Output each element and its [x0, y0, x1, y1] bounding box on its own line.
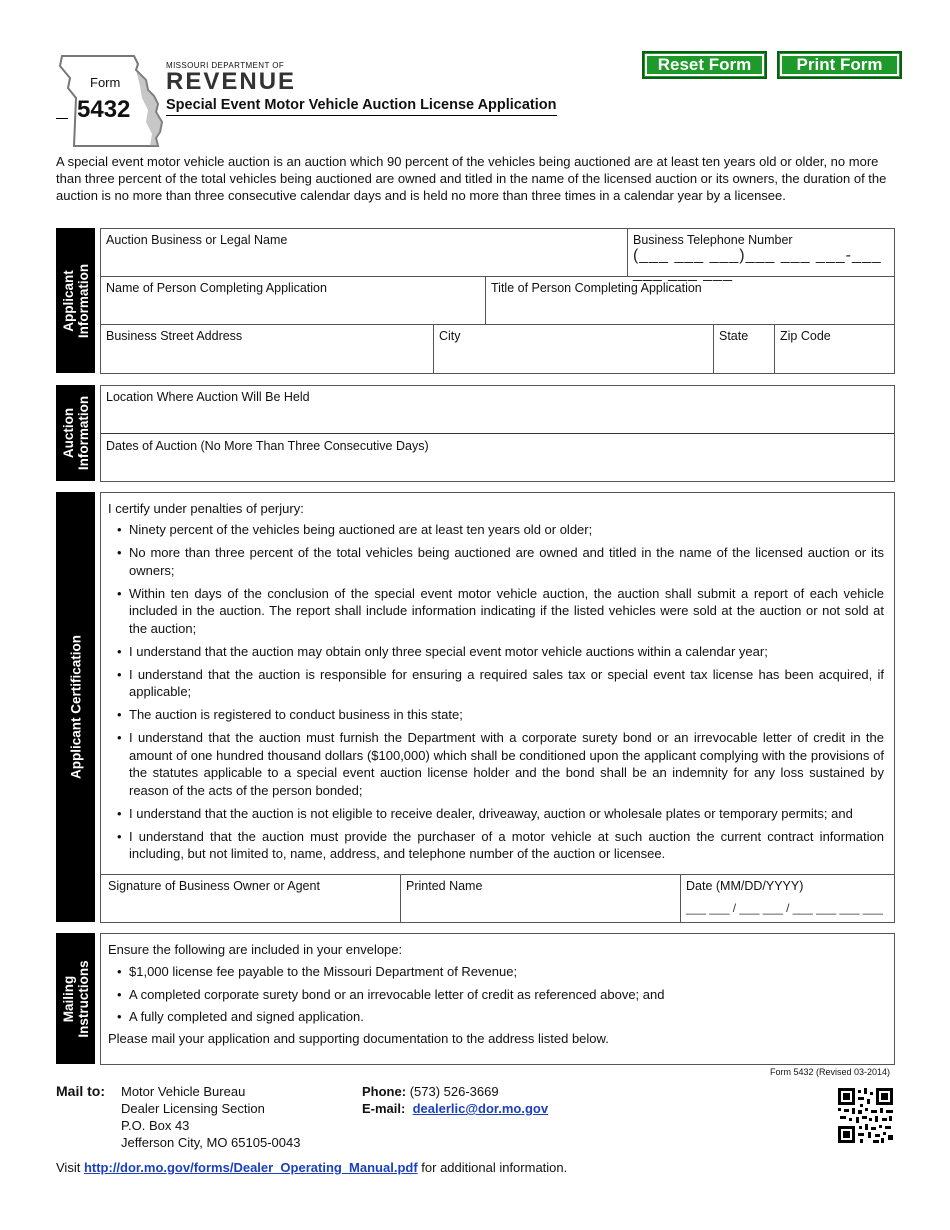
list-item: • I understand that the auction is not eligible to receive dealer, driveaway, auction or wholesale plates or temporary permits; and [108, 805, 884, 823]
phone-number: (573) 526-3669 [409, 1084, 499, 1099]
mailing-instructions-label: Mailing Instructions [56, 933, 95, 1064]
list-item: • Ninety percent of the vehicles being auctioned are at least ten years old or older; [108, 521, 884, 539]
phone-label: Phone: [362, 1084, 407, 1099]
list-item: • I understand that the auction must furnish the Department with a corporate surety bond or an irrevocable letter of credit in the amount of one hundred thousand dollars ($100,000) which shall be conditioned upon the applicant complying with the provisions of the statutes applicable to a special event auction license holder and the bond shall be an indemnity for any loss sustained by reason of the acts of the person bonded; [108, 729, 884, 799]
auction-information-label: Auction Information [56, 385, 95, 481]
mailing-closing: Please mail your application and supporting documentation to the address listed below. [108, 1030, 609, 1046]
street-address-field[interactable]: Business Street Address [106, 329, 243, 343]
city-field[interactable]: City [439, 329, 461, 343]
email-link[interactable]: dealerlic@dor.mo.gov [412, 1101, 549, 1116]
state-field[interactable]: State [719, 329, 749, 343]
visit-line [56, 1160, 567, 1175]
mailing-list [108, 963, 884, 1026]
date-field[interactable] [681, 875, 894, 922]
phone-template: (___ ___ ___)___ ___ ___-___ ___ ___ ___ [633, 247, 882, 282]
manual-link[interactable]: http://dor.mo.gov/forms/Dealer_Operating_Manual.pdf [83, 1160, 418, 1175]
department-logo: REVENUE [166, 68, 297, 95]
printed-name-field[interactable]: Printed Name [406, 879, 483, 893]
email-label: E-mail: [362, 1101, 406, 1116]
list-item: • I understand that the auction may obtain only three special event motor vehicle auctions within a calendar year; [108, 643, 884, 661]
list-item: • Within ten days of the conclusion of the special event motor vehicle auction, the auction shall submit a report of each vehicle included in the auction. The report shall include information indicating if the listed vehicles were sold at the auction or not sold at the auction; [108, 585, 884, 638]
applicant-information-label: Applicant Information [56, 228, 95, 373]
business-phone-field[interactable] [628, 229, 894, 282]
header-dash [56, 118, 68, 119]
list-item: • I understand that the auction must provide the purchaser of a motor vehicle at such auction the current contract information including, but not limited to, name, address, and telephone number of the auction or licensee. [108, 828, 884, 863]
business-name-field[interactable]: Auction Business or Legal Name [106, 233, 288, 247]
intro-paragraph: A special event motor vehicle auction is an auction which 90 percent of the vehicles being auctioned are at least ten years old or older, no more than three percent of the total vehicles being auctioned are owned and titled in the name of the licensed auction or its owners, the duration of the auction is no more than three consecutive calendar days and is held no more than three times in a calendar year by a licensee. [56, 154, 887, 203]
qr-code-icon [838, 1088, 893, 1143]
signature-field[interactable]: Signature of Business Owner or Agent [108, 879, 320, 893]
reset-form-button[interactable]: Reset Form [642, 51, 767, 79]
print-form-button[interactable]: Print Form [777, 51, 902, 79]
department-label: MISSOURI DEPARTMENT OF [166, 61, 285, 70]
form-number: 5432 [77, 96, 131, 123]
visit-suffix: for additional information. [421, 1160, 568, 1175]
contact-info [362, 1083, 548, 1117]
certification-lead: I certify under penalties of perjury: [108, 501, 304, 516]
date-template: ___ ___ / ___ ___ / ___ ___ ___ ___ [686, 901, 883, 915]
date-label: Date (MM/DD/YYYY) [686, 879, 804, 893]
list-item: • The auction is registered to conduct business in this state; [108, 706, 884, 724]
mail-to-label: Mail to: [56, 1083, 105, 1099]
mailing-instructions-section [100, 933, 895, 1065]
address-line: Dealer Licensing Section [121, 1101, 265, 1116]
auction-location-field[interactable]: Location Where Auction Will Be Held [106, 390, 310, 404]
applicant-certification-label: Applicant Certification [56, 492, 95, 922]
zip-code-field[interactable]: Zip Code [780, 329, 831, 343]
business-phone-label: Business Telephone Number [633, 233, 793, 247]
auction-dates-field[interactable]: Dates of Auction (No More Than Three Consecutive Days) [106, 439, 429, 453]
applicant-information-section [100, 228, 895, 374]
list-item: • A fully completed and signed application. [108, 1008, 884, 1026]
revision-note: Form 5432 (Revised 03-2014) [770, 1067, 891, 1077]
applicant-certification-section [100, 492, 895, 923]
form-word: Form [90, 75, 121, 90]
person-name-field[interactable]: Name of Person Completing Application [106, 281, 327, 295]
person-title-field[interactable]: Title of Person Completing Application [491, 281, 702, 295]
page-title: Special Event Motor Vehicle Auction License Application [166, 97, 557, 116]
list-item: • A completed corporate surety bond or an irrevocable letter of credit as referenced above; and [108, 986, 884, 1004]
list-item: • I understand that the auction is responsible for ensuring a required sales tax or special event tax license has been acquired, if applicable; [108, 666, 884, 701]
visit-prefix: Visit [56, 1160, 81, 1175]
mailing-lead: Ensure the following are included in your envelope: [108, 942, 403, 957]
mailing-address [121, 1083, 300, 1151]
address-line: Motor Vehicle Bureau [121, 1084, 246, 1099]
address-line: P.O. Box 43 [121, 1118, 190, 1133]
list-item: • $1,000 license fee payable to the Missouri Department of Revenue; [108, 963, 884, 981]
auction-information-section [100, 385, 895, 482]
list-item: • No more than three percent of the total vehicles being auctioned are owned and titled in the name of the licensed auction or its owners; [108, 544, 884, 579]
address-line: Jefferson City, MO 65105-0043 [121, 1135, 301, 1150]
certification-list [108, 521, 884, 863]
